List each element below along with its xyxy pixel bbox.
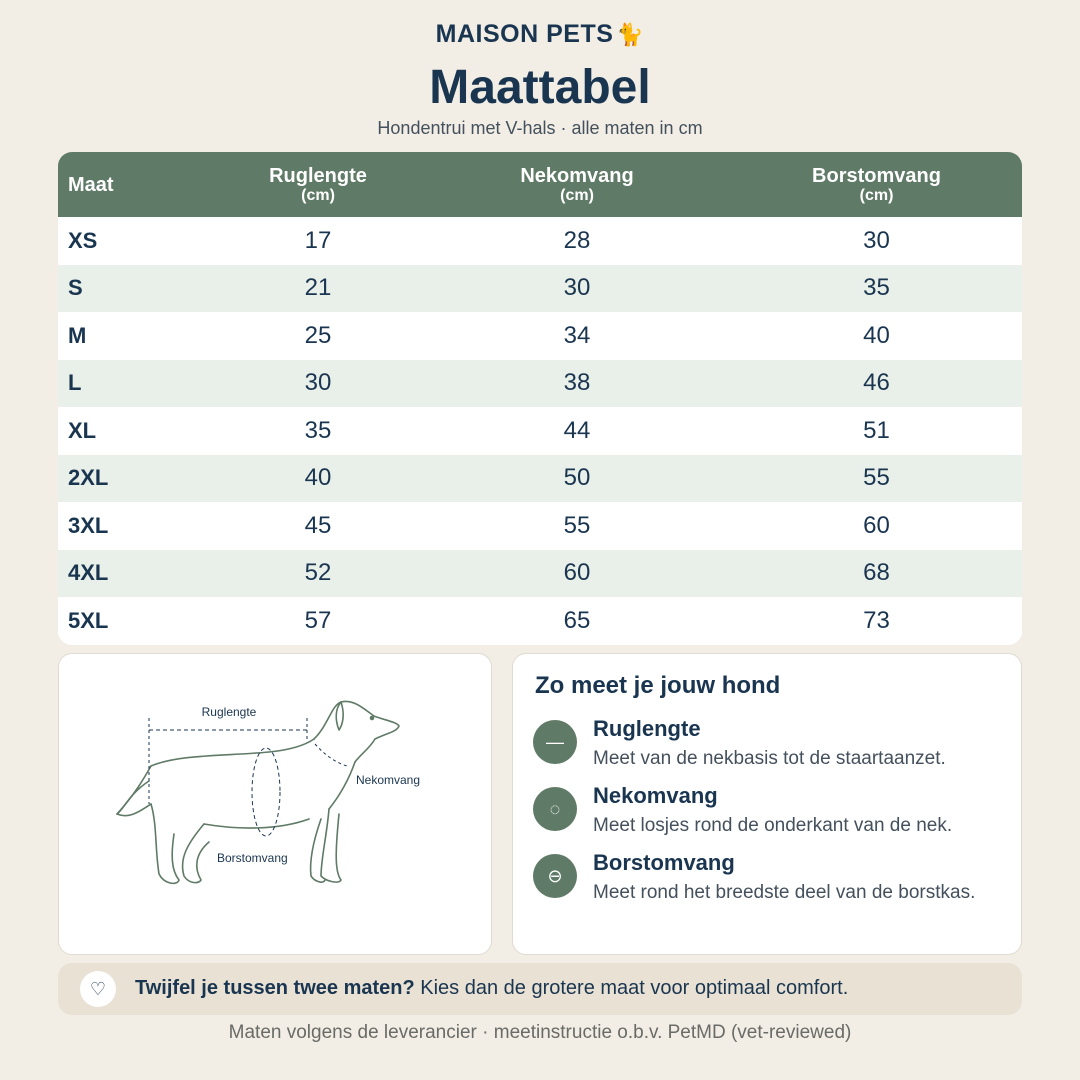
table-body — [58, 217, 1022, 645]
step-title: Borstomvang — [593, 850, 735, 875]
table-row: XS 17 28 30 — [58, 217, 1022, 265]
page-title: Maattabel — [429, 61, 651, 114]
table-row: 3XL 45 55 60 — [58, 502, 1022, 550]
header-size: Maat — [68, 173, 114, 196]
diagram-label-neck: Nekomvang — [356, 773, 421, 787]
table-row: M 25 34 40 — [58, 312, 1022, 360]
table-row: 5XL 57 65 73 — [58, 597, 1022, 645]
diagram-label-back: Ruglengte — [201, 705, 257, 719]
circle-minus-icon: ⊖ — [533, 854, 577, 898]
footer-note: Maten volgens de leverancier · meetinstructie o.b.v. PetMD (vet-reviewed) — [228, 1022, 852, 1043]
table-row: S 21 30 35 — [58, 265, 1022, 313]
step-description: Meet rond het breedste deel van de borstkas. — [593, 882, 976, 903]
table-row: 4XL 52 60 68 — [58, 550, 1022, 598]
step-title: Ruglengte — [593, 716, 701, 741]
dog-diagram-card — [58, 653, 492, 955]
header-chest: Borstomvang (cm) — [812, 164, 941, 204]
header-back-length: Ruglengte (cm) — [269, 164, 367, 204]
howto-card — [512, 653, 1022, 955]
brand-name: MAISON PETS — [435, 20, 614, 48]
table-row: 2XL 40 50 55 — [58, 455, 1022, 503]
tip-text: Twijfel je tussen twee maten? Kies dan de grotere maat voor optimaal comfort. — [135, 977, 849, 999]
page-subtitle: Hondentrui met V-hals · alle maten in cm — [377, 118, 703, 138]
brand-logo — [0, 20, 1080, 49]
step-title: Nekomvang — [593, 783, 718, 808]
step-description: Meet van de nekbasis tot de staartaanzet. — [593, 748, 946, 769]
table-header — [58, 152, 1022, 217]
size-table — [58, 152, 1022, 645]
heart-icon: ♡ — [80, 971, 116, 1007]
table-row: L 30 38 46 — [58, 360, 1022, 408]
step-description: Meet losjes rond de onderkant van de nek. — [593, 815, 953, 836]
dog-measure-diagram — [59, 654, 493, 956]
diagram-label-chest: Borstomvang — [217, 851, 288, 865]
header-neck: Nekomvang (cm) — [520, 164, 634, 204]
cat-icon: 🐈 — [616, 22, 645, 47]
table-row: XL 35 44 51 — [58, 407, 1022, 455]
dotted-circle-icon: ◌ — [533, 787, 577, 831]
howto-title: Zo meet je jouw hond — [535, 672, 781, 699]
line-icon: — — [533, 720, 577, 764]
tip-banner — [58, 963, 1022, 1015]
